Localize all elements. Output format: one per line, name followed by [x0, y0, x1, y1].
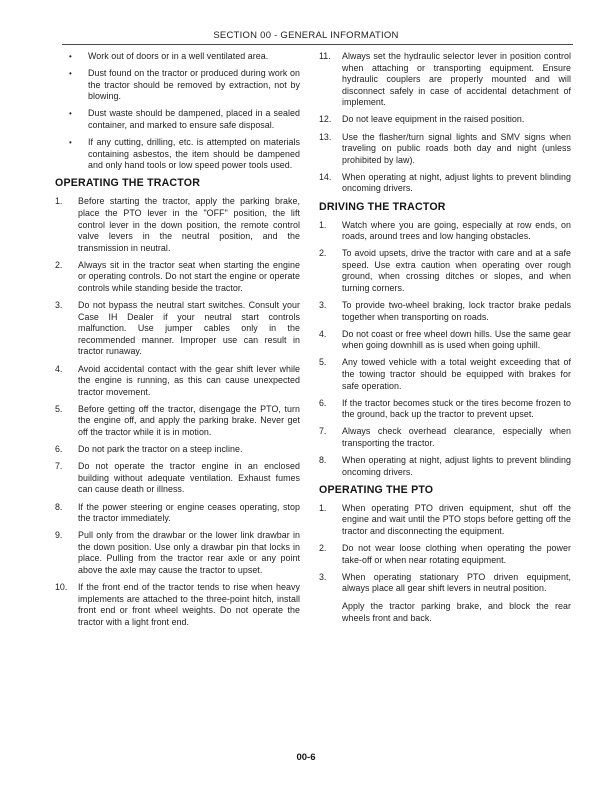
item-number: 12.	[319, 114, 332, 125]
item-text: Always check overhead clearance, especially when transporting the tractor.	[342, 426, 571, 449]
numbered-item	[319, 51, 571, 109]
item-text: Do not bypass the neutral start switches. Consult your Case IH Dealer if your neutral start controls malfunction. Use jumper cables only in the recommended manner. Improper use can result in tractor runaway.	[78, 300, 300, 357]
numbered-item	[319, 543, 571, 566]
item-number: 1.	[55, 196, 63, 207]
item-text: If the tractor becomes stuck or the tires become frozen to the ground, back up the tractor to prevent upset.	[342, 397, 571, 420]
item-number: 10.	[55, 582, 68, 593]
item-text: Use the flasher/turn signal lights and SMV signs when traveling on public roads both day and night (unless prohibited by law).	[342, 131, 571, 165]
numbered-item	[55, 582, 300, 628]
operating-pto-list	[319, 503, 571, 595]
numbered-item	[319, 248, 571, 294]
item-number: 5.	[55, 403, 63, 414]
item-number: 2.	[319, 248, 327, 259]
item-number: 11.	[319, 51, 331, 61]
numbered-item	[55, 364, 300, 399]
bullet-marker-icon: •	[69, 69, 72, 79]
item-text: Do not operate the tractor engine in an enclosed building without adequate ventilation. Exhaust fumes can cause death or illness.	[78, 461, 300, 495]
numbered-item	[55, 530, 300, 576]
item-number: 3.	[319, 300, 327, 311]
pto-note-paragraph: Apply the tractor parking brake, and block the rear wheels front and back.	[342, 600, 571, 623]
item-number: 3.	[55, 300, 63, 311]
bullet-text: Work out of doors or in a well ventilated area.	[88, 51, 269, 61]
bullet-item	[55, 68, 300, 103]
two-column-layout	[0, 51, 612, 634]
numbered-item	[55, 444, 300, 456]
bullet-marker-icon: •	[69, 109, 72, 119]
numbered-item	[319, 172, 571, 195]
header-rule	[62, 44, 573, 45]
numbered-item	[319, 357, 571, 392]
item-number: 2.	[55, 259, 63, 270]
driving-tractor-list	[319, 220, 571, 479]
item-text: Do not coast or free wheel down hills. Use the same gear when going downhill as is used when going uphill.	[342, 328, 571, 351]
item-text: Pull only from the drawbar or the lower link drawbar in the down position. Use only a drawbar pin that locks in place. Pulling from the tractor rear axle or any point above the axle may cause the tractor to upset.	[78, 530, 300, 575]
item-text: To provide two-wheel braking, lock tractor brake pedals together when transporting on roads.	[342, 300, 571, 322]
item-text: Do not park the tractor on a steep incline.	[78, 444, 243, 455]
item-number: 14.	[319, 171, 332, 182]
numbered-item	[319, 329, 571, 352]
numbered-item	[55, 404, 300, 439]
numbered-item	[319, 220, 571, 243]
bullet-marker-icon: •	[69, 138, 72, 148]
numbered-item	[55, 196, 300, 254]
item-text: Always set the hydraulic selector lever in position control when attaching or transporting equipment. Ensure hydraulic couplers are properly mounted and will disconnect safely in case of accidental detachment of implement.	[342, 51, 571, 108]
item-number: 4.	[55, 363, 63, 374]
item-number: 7.	[55, 461, 63, 472]
item-text: Before getting off the tractor, disengage the PTO, turn the engine off, and apply the parking brake. Never get off the tractor while it is in motion.	[78, 403, 300, 438]
numbered-item	[319, 572, 571, 595]
item-text: Do not wear loose clothing when operating the power take-off or when near rotating equipment.	[342, 543, 571, 565]
numbered-item	[55, 461, 300, 496]
numbered-item	[55, 300, 300, 358]
item-number: 8.	[55, 501, 63, 512]
item-number: 7.	[319, 426, 327, 437]
item-text: If the front end of the tractor tends to rise when heavy implements are attached to the three-point hitch, install front end or front wheel weights. Do not operate the tractor with a light front end.	[78, 582, 300, 627]
item-number: 4.	[319, 328, 327, 339]
item-text: Watch where you are going, especially at row ends, on roads, around trees and low hanging obstacles.	[342, 219, 571, 242]
numbered-item	[319, 132, 571, 167]
bullet-item	[55, 51, 300, 63]
item-number: 3.	[319, 571, 327, 582]
item-text: Avoid accidental contact with the gear shift lever while the engine is running, as this can cause unexpected tractor movement.	[78, 363, 300, 397]
item-number: 13.	[319, 131, 332, 142]
operating-tractor-list	[55, 196, 300, 628]
item-text: Any towed vehicle with a total weight exceeding that of the towing tractor should be equipped with brakes for safe operation.	[342, 357, 571, 391]
numbered-item	[319, 426, 571, 449]
numbered-item	[55, 502, 300, 525]
left-column	[55, 51, 300, 634]
numbered-item	[55, 260, 300, 295]
section-heading-operating-the-pto: OPERATING THE PTO	[319, 483, 434, 496]
item-text: Do not leave equipment in the raised position.	[342, 114, 525, 125]
item-number: 6.	[55, 444, 63, 455]
numbered-item	[319, 455, 571, 478]
section-heading-driving-the-tractor: DRIVING THE TRACTOR	[319, 200, 446, 213]
item-text: To avoid upsets, drive the tractor with care and at a safe speed. Use extra caution when operating over rough ground, when crossing ditches or slopes, and when turning corners.	[342, 248, 571, 293]
right-column	[319, 51, 571, 634]
section-heading-operating-the-tractor: OPERATING THE TRACTOR	[55, 177, 201, 190]
item-number: 1.	[319, 219, 327, 230]
numbered-item	[319, 300, 571, 323]
item-text: When operating at night, adjust lights to prevent blinding oncoming drivers.	[342, 171, 571, 194]
bullet-text: Dust waste should be dampened, placed in a sealed container, and marked to ensure safe disposal.	[88, 108, 300, 130]
operating-tractor-list-continued	[319, 51, 571, 195]
bullet-marker-icon: •	[69, 52, 72, 61]
item-text: Before starting the tractor, apply the parking brake, place the PTO lever in the "OFF" position, the lift control lever in the down position, the remote control valve levers in the neutral position, and the transmission in neutral.	[78, 196, 300, 253]
item-number: 5.	[319, 357, 327, 368]
item-text: When operating at night, adjust lights to prevent blinding oncoming drivers.	[342, 455, 571, 477]
item-number: 6.	[319, 397, 327, 408]
item-number: 9.	[55, 530, 63, 541]
item-text: When operating PTO driven equipment, shut off the engine and wait until the PTO stops before getting off the tractor and disconnecting the equipment.	[342, 502, 571, 536]
item-number: 8.	[319, 455, 327, 466]
safety-bullet-list	[55, 51, 300, 172]
bullet-item	[55, 108, 300, 131]
bullet-text: Dust found on the tractor or produced during work on the tractor should be removed by extraction, not by blowing.	[88, 68, 300, 102]
numbered-item	[319, 114, 571, 126]
page-header-title: SECTION 00 - GENERAL INFORMATION	[213, 30, 399, 41]
numbered-item	[319, 503, 571, 538]
bullet-text: If any cutting, drilling, etc. is attempted on materials containing asbestos, the item should be dampened and only hand tools or low speed power tools used.	[88, 137, 300, 171]
page-number: 00-6	[296, 752, 316, 763]
item-number: 1.	[319, 502, 327, 513]
numbered-item	[319, 398, 571, 421]
item-text: If the power steering or engine ceases operating, stop the tractor immediately.	[78, 501, 300, 524]
bullet-item	[55, 137, 300, 172]
item-number: 2.	[319, 543, 327, 554]
item-text: Always sit in the tractor seat when starting the engine or operating controls. Do not start the engine or operate controls while standing beside the tractor.	[78, 259, 300, 293]
item-text: When operating stationary PTO driven equipment, always place all gear shift levers in neutral position.	[342, 571, 571, 594]
